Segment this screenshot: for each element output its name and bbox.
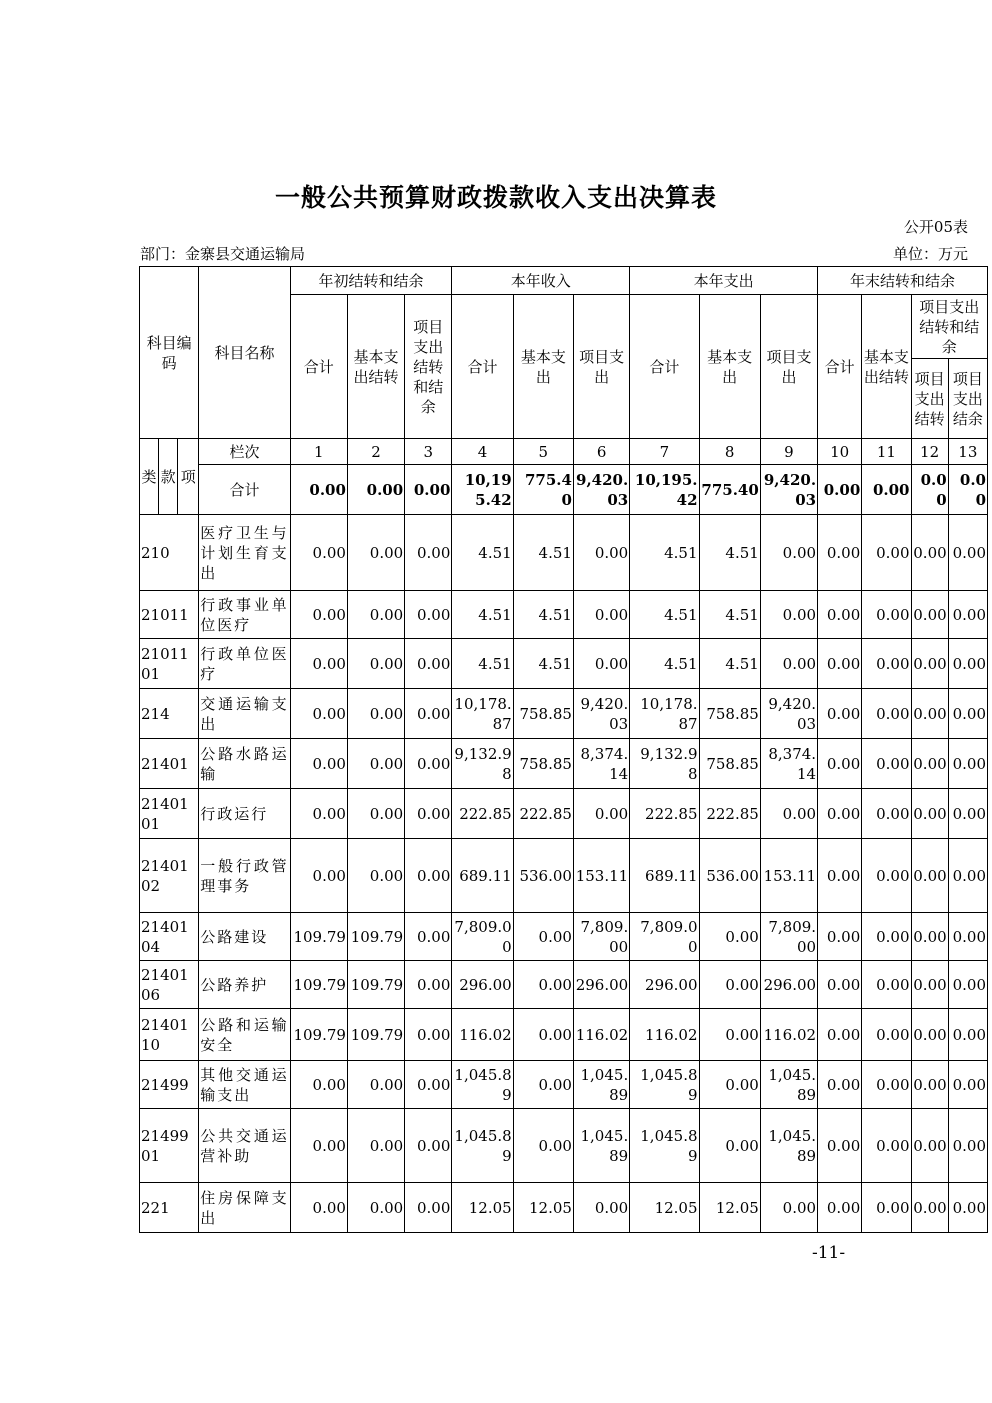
row-code: 221 xyxy=(140,1183,199,1233)
row-value: 8,374.14 xyxy=(760,739,817,789)
row-value: 109.79 xyxy=(290,961,347,1009)
row-value: 10,178.87 xyxy=(630,689,699,739)
header-expense-total: 合计 xyxy=(630,295,699,439)
row-value: 4.51 xyxy=(630,591,699,639)
row-name: 公路和运输安全 xyxy=(199,1009,290,1061)
header-group-income: 本年收入 xyxy=(452,267,630,295)
row-value: 4.51 xyxy=(699,515,760,591)
total-value: 9,420.03 xyxy=(760,465,817,515)
header-end-total: 合计 xyxy=(818,295,862,439)
row-value: 0.00 xyxy=(911,1109,948,1183)
row-value: 116.02 xyxy=(573,1009,629,1061)
row-value: 0.00 xyxy=(948,1061,987,1109)
row-value: 758.85 xyxy=(513,689,573,739)
row-value: 0.00 xyxy=(818,1009,862,1061)
row-value: 0.00 xyxy=(290,689,347,739)
row-value: 0.00 xyxy=(862,1183,911,1233)
row-value: 9,420.03 xyxy=(573,689,629,739)
col-number: 3 xyxy=(405,439,452,465)
row-value: 0.00 xyxy=(513,913,573,961)
header-income-total: 合计 xyxy=(452,295,513,439)
row-value: 109.79 xyxy=(347,1009,404,1061)
row-value: 0.00 xyxy=(405,961,452,1009)
page-title: 一般公共预算财政拨款收入支出决算表 xyxy=(274,183,717,212)
row-value: 116.02 xyxy=(452,1009,513,1061)
page-number: -11- xyxy=(812,1243,846,1263)
row-value: 4.51 xyxy=(452,515,513,591)
row-value: 0.00 xyxy=(347,591,404,639)
row-value: 7,809.00 xyxy=(452,913,513,961)
row-value: 0.00 xyxy=(911,739,948,789)
row-value: 0.00 xyxy=(405,1183,452,1233)
row-value: 0.00 xyxy=(948,1009,987,1061)
col-number: 12 xyxy=(911,439,948,465)
row-value: 0.00 xyxy=(948,1183,987,1233)
row-value: 0.00 xyxy=(405,1109,452,1183)
row-value: 0.00 xyxy=(911,515,948,591)
row-value: 0.00 xyxy=(862,913,911,961)
row-value: 0.00 xyxy=(911,689,948,739)
row-value: 0.00 xyxy=(948,839,987,913)
total-value: 10,195.42 xyxy=(630,465,699,515)
row-value: 0.00 xyxy=(818,1183,862,1233)
row-value: 1,045.89 xyxy=(573,1061,629,1109)
row-value: 1,045.89 xyxy=(452,1109,513,1183)
row-name: 行政事业单位医疗 xyxy=(199,591,290,639)
row-value: 296.00 xyxy=(760,961,817,1009)
row-value: 0.00 xyxy=(573,789,629,839)
col-number: 6 xyxy=(573,439,629,465)
row-value: 1,045.89 xyxy=(760,1061,817,1109)
row-value: 0.00 xyxy=(347,789,404,839)
row-value: 0.00 xyxy=(405,639,452,689)
total-value: 775.40 xyxy=(699,465,760,515)
row-value: 0.00 xyxy=(818,789,862,839)
unit-label: 单位：万元 xyxy=(892,245,968,263)
row-code: 2140106 xyxy=(140,961,199,1009)
header-income-basic: 基本支出 xyxy=(513,295,573,439)
row-value: 0.00 xyxy=(699,1109,760,1183)
row-value: 0.00 xyxy=(290,591,347,639)
row-code: 2140102 xyxy=(140,839,199,913)
col-number: 5 xyxy=(513,439,573,465)
row-value: 0.00 xyxy=(347,1061,404,1109)
row-value: 0.00 xyxy=(818,515,862,591)
row-value: 116.02 xyxy=(760,1009,817,1061)
row-value: 1,045.89 xyxy=(573,1109,629,1183)
row-value: 0.00 xyxy=(911,1183,948,1233)
total-value: 0.00 xyxy=(911,465,948,515)
table-row xyxy=(140,789,988,839)
col-number: 7 xyxy=(630,439,699,465)
header-income-project: 项目支出 xyxy=(573,295,629,439)
row-value: 9,420.03 xyxy=(760,689,817,739)
row-value: 0.00 xyxy=(405,591,452,639)
total-value: 0.00 xyxy=(347,465,404,515)
row-value: 0.00 xyxy=(405,839,452,913)
row-value: 0.00 xyxy=(948,913,987,961)
row-value: 689.11 xyxy=(630,839,699,913)
row-value: 0.00 xyxy=(347,839,404,913)
row-value: 0.00 xyxy=(818,639,862,689)
row-value: 109.79 xyxy=(347,961,404,1009)
col-number: 4 xyxy=(452,439,513,465)
row-value: 689.11 xyxy=(452,839,513,913)
row-value: 4.51 xyxy=(699,591,760,639)
row-value: 758.85 xyxy=(699,689,760,739)
row-value: 1,045.89 xyxy=(452,1061,513,1109)
row-value: 0.00 xyxy=(862,515,911,591)
row-value: 0.00 xyxy=(513,1009,573,1061)
row-value: 0.00 xyxy=(911,839,948,913)
table-row xyxy=(140,591,988,639)
row-value: 0.00 xyxy=(948,515,987,591)
row-value: 0.00 xyxy=(573,515,629,591)
header-row-1 xyxy=(140,267,988,295)
row-value: 0.00 xyxy=(948,789,987,839)
row-code: 2140110 xyxy=(140,1009,199,1061)
row-value: 12.05 xyxy=(452,1183,513,1233)
row-code: 21499 xyxy=(140,1061,199,1109)
row-value: 0.00 xyxy=(862,689,911,739)
row-value: 1,045.89 xyxy=(630,1061,699,1109)
row-value: 0.00 xyxy=(818,1109,862,1183)
row-value: 0.00 xyxy=(948,961,987,1009)
row-value: 0.00 xyxy=(347,1183,404,1233)
col-number: 1 xyxy=(290,439,347,465)
table-row xyxy=(140,839,988,913)
row-value: 4.51 xyxy=(452,591,513,639)
row-value: 10,178.87 xyxy=(452,689,513,739)
total-value: 9,420.03 xyxy=(573,465,629,515)
row-value: 758.85 xyxy=(513,739,573,789)
header-expense-basic: 基本支出 xyxy=(699,295,760,439)
col-number: 11 xyxy=(862,439,911,465)
row-value: 536.00 xyxy=(513,839,573,913)
row-value: 0.00 xyxy=(513,1061,573,1109)
row-value: 4.51 xyxy=(513,515,573,591)
header-name: 科目名称 xyxy=(199,267,290,439)
row-value: 0.00 xyxy=(911,639,948,689)
row-value: 222.85 xyxy=(630,789,699,839)
total-value: 0.00 xyxy=(405,465,452,515)
row-value: 0.00 xyxy=(290,639,347,689)
row-value: 9,132.98 xyxy=(452,739,513,789)
row-value: 9,132.98 xyxy=(630,739,699,789)
row-value: 0.00 xyxy=(405,1061,452,1109)
table-row xyxy=(140,1183,988,1233)
row-value: 0.00 xyxy=(347,739,404,789)
row-value: 1,045.89 xyxy=(630,1109,699,1183)
total-value: 0.00 xyxy=(818,465,862,515)
row-value: 0.00 xyxy=(862,639,911,689)
row-value: 0.00 xyxy=(911,1009,948,1061)
row-name: 其他交通运输支出 xyxy=(199,1061,290,1109)
row-value: 0.00 xyxy=(699,1061,760,1109)
row-value: 0.00 xyxy=(818,1061,862,1109)
row-value: 0.00 xyxy=(818,591,862,639)
table-row xyxy=(140,639,988,689)
header-begin-project: 项目支出结转和结余 xyxy=(405,295,452,439)
row-value: 0.00 xyxy=(405,515,452,591)
row-value: 0.00 xyxy=(405,913,452,961)
header-lei: 类 xyxy=(140,439,159,515)
row-value: 0.00 xyxy=(290,1183,347,1233)
row-name: 行政单位医疗 xyxy=(199,639,290,689)
row-value: 0.00 xyxy=(347,639,404,689)
table-row xyxy=(140,739,988,789)
row-value: 0.00 xyxy=(911,961,948,1009)
row-value: 0.00 xyxy=(699,961,760,1009)
row-value: 1,045.89 xyxy=(760,1109,817,1183)
row-value: 0.00 xyxy=(760,591,817,639)
column-number-row xyxy=(140,439,988,465)
row-value: 296.00 xyxy=(452,961,513,1009)
row-code: 21011 xyxy=(140,591,199,639)
row-value: 0.00 xyxy=(948,639,987,689)
row-value: 0.00 xyxy=(513,961,573,1009)
row-value: 758.85 xyxy=(699,739,760,789)
row-value: 0.00 xyxy=(760,515,817,591)
row-value: 116.02 xyxy=(630,1009,699,1061)
row-value: 536.00 xyxy=(699,839,760,913)
row-value: 4.51 xyxy=(630,515,699,591)
row-value: 7,809.00 xyxy=(760,913,817,961)
row-value: 4.51 xyxy=(513,639,573,689)
row-value: 153.11 xyxy=(573,839,629,913)
row-value: 0.00 xyxy=(405,1009,452,1061)
row-value: 0.00 xyxy=(290,1061,347,1109)
row-value: 0.00 xyxy=(948,689,987,739)
row-name: 公共交通运营补助 xyxy=(199,1109,290,1183)
row-value: 109.79 xyxy=(347,913,404,961)
row-value: 4.51 xyxy=(699,639,760,689)
row-value: 12.05 xyxy=(513,1183,573,1233)
row-value: 0.00 xyxy=(573,1183,629,1233)
table-row xyxy=(140,913,988,961)
row-value: 4.51 xyxy=(630,639,699,689)
row-value: 0.00 xyxy=(290,515,347,591)
department-label: 部门：金寨县交通运输局 xyxy=(140,245,306,263)
row-value: 153.11 xyxy=(760,839,817,913)
row-name: 行政运行 xyxy=(199,789,290,839)
col-number: 2 xyxy=(347,439,404,465)
row-value: 0.00 xyxy=(818,913,862,961)
row-value: 0.00 xyxy=(862,1009,911,1061)
row-value: 0.00 xyxy=(948,591,987,639)
row-code: 210 xyxy=(140,515,199,591)
row-name: 一般行政管理事务 xyxy=(199,839,290,913)
row-value: 0.00 xyxy=(862,961,911,1009)
total-value: 10,195.42 xyxy=(452,465,513,515)
table-row xyxy=(140,1109,988,1183)
col-number: 10 xyxy=(818,439,862,465)
row-value: 0.00 xyxy=(347,1109,404,1183)
row-value: 4.51 xyxy=(513,591,573,639)
form-number: 公开05表 xyxy=(903,218,968,236)
row-value: 0.00 xyxy=(911,591,948,639)
row-code: 2149901 xyxy=(140,1109,199,1183)
row-value: 0.00 xyxy=(862,1061,911,1109)
header-lanci: 栏次 xyxy=(199,439,290,465)
row-value: 0.00 xyxy=(911,789,948,839)
row-value: 0.00 xyxy=(347,689,404,739)
row-value: 0.00 xyxy=(862,839,911,913)
row-value: 0.00 xyxy=(948,1109,987,1183)
row-value: 0.00 xyxy=(862,789,911,839)
row-code: 2140104 xyxy=(140,913,199,961)
table-row xyxy=(140,1009,988,1061)
row-value: 0.00 xyxy=(818,689,862,739)
row-value: 296.00 xyxy=(630,961,699,1009)
header-group-end: 年末结转和结余 xyxy=(818,267,988,295)
table-row xyxy=(140,1061,988,1109)
total-label: 合计 xyxy=(199,465,290,515)
col-number: 9 xyxy=(760,439,817,465)
row-value: 0.00 xyxy=(699,913,760,961)
row-name: 公路养护 xyxy=(199,961,290,1009)
row-value: 0.00 xyxy=(862,591,911,639)
row-value: 0.00 xyxy=(818,839,862,913)
row-value: 222.85 xyxy=(699,789,760,839)
budget-table xyxy=(139,266,988,1233)
row-value: 0.00 xyxy=(405,689,452,739)
row-value: 0.00 xyxy=(573,639,629,689)
col-number: 8 xyxy=(699,439,760,465)
row-value: 0.00 xyxy=(699,1009,760,1061)
row-value: 4.51 xyxy=(452,639,513,689)
total-value: 775.40 xyxy=(513,465,573,515)
table-body xyxy=(140,267,988,1233)
header-expense-project: 项目支出 xyxy=(760,295,817,439)
row-value: 0.00 xyxy=(818,739,862,789)
row-code: 2140101 xyxy=(140,789,199,839)
total-value: 0.00 xyxy=(862,465,911,515)
row-value: 12.05 xyxy=(630,1183,699,1233)
header-kuan: 款 xyxy=(159,439,178,515)
header-begin-total: 合计 xyxy=(290,295,347,439)
header-group-begin: 年初结转和结余 xyxy=(290,267,452,295)
header-end-project-balance: 项目支出结余 xyxy=(948,359,987,439)
row-value: 0.00 xyxy=(911,1061,948,1109)
row-value: 0.00 xyxy=(290,1109,347,1183)
row-value: 0.00 xyxy=(760,1183,817,1233)
row-value: 109.79 xyxy=(290,1009,347,1061)
total-value: 0.00 xyxy=(948,465,987,515)
header-xiang: 项 xyxy=(178,439,199,515)
header-end-project-carry: 项目支出结转 xyxy=(911,359,948,439)
row-value: 12.05 xyxy=(699,1183,760,1233)
row-code: 214 xyxy=(140,689,199,739)
row-value: 0.00 xyxy=(513,1109,573,1183)
row-value: 7,809.00 xyxy=(630,913,699,961)
row-value: 0.00 xyxy=(911,913,948,961)
row-value: 109.79 xyxy=(290,913,347,961)
row-name: 医疗卫生与计划生育支出 xyxy=(199,515,290,591)
row-value: 222.85 xyxy=(513,789,573,839)
row-value: 0.00 xyxy=(818,961,862,1009)
row-name: 公路水路运输 xyxy=(199,739,290,789)
row-value: 0.00 xyxy=(948,739,987,789)
header-end-basic: 基本支出结转 xyxy=(862,295,911,439)
header-end-project-group: 项目支出结转和结余 xyxy=(911,295,988,359)
row-value: 0.00 xyxy=(760,639,817,689)
col-number: 13 xyxy=(948,439,987,465)
row-name: 交通运输支出 xyxy=(199,689,290,739)
row-value: 0.00 xyxy=(290,789,347,839)
row-value: 0.00 xyxy=(290,739,347,789)
row-value: 296.00 xyxy=(573,961,629,1009)
row-value: 8,374.14 xyxy=(573,739,629,789)
row-value: 0.00 xyxy=(405,789,452,839)
total-value: 0.00 xyxy=(290,465,347,515)
row-value: 0.00 xyxy=(862,1109,911,1183)
row-value: 0.00 xyxy=(405,739,452,789)
table-row xyxy=(140,689,988,739)
row-value: 0.00 xyxy=(347,515,404,591)
header-code: 科目编码 xyxy=(140,267,199,439)
header-group-expense: 本年支出 xyxy=(630,267,818,295)
table-row xyxy=(140,515,988,591)
row-name: 公路建设 xyxy=(199,913,290,961)
row-value: 0.00 xyxy=(760,789,817,839)
row-value: 0.00 xyxy=(573,591,629,639)
row-value: 7,809.00 xyxy=(573,913,629,961)
header-begin-basic: 基本支出结转 xyxy=(347,295,404,439)
table-row xyxy=(140,961,988,1009)
row-value: 0.00 xyxy=(862,739,911,789)
row-value: 222.85 xyxy=(452,789,513,839)
row-code: 2101101 xyxy=(140,639,199,689)
row-value: 0.00 xyxy=(290,839,347,913)
row-code: 21401 xyxy=(140,739,199,789)
total-row xyxy=(140,465,988,515)
row-name: 住房保障支出 xyxy=(199,1183,290,1233)
